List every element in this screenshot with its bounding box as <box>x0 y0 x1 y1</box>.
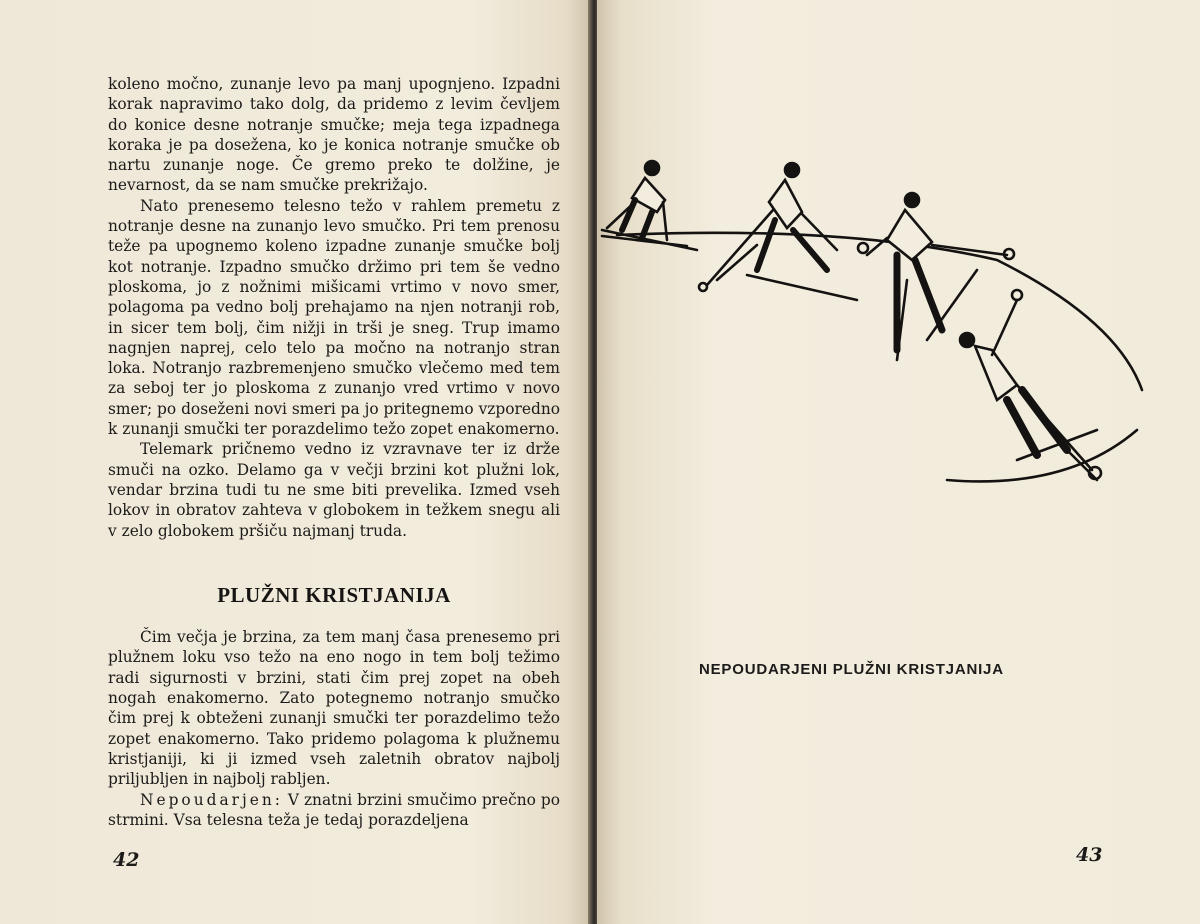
section-heading: PLUŽNI KRISTJANIJA <box>217 582 451 607</box>
paragraph: Nato prenesemo telesno težo v rahlem premetu z notranje desne na zunanjo levo smučko. Pri tem prenosu teže pa upognemo koleno izpadne zunanje smučke bolj kot notranje. Izpadno smučko držimo pri tem še vedno ploskoma, jo z nožnimi mišicami vrtimo v novo smer, polagoma pa vedno bolj prehajamo na njen notranji rob, in sicer tem bolj, čim nižji in trši je sneg. Trup imamo nagnjen naprej, celo telo pa močno na notranjo stran loka. Notranjo razbremenjeno smučko vlečemo med tem za seboj ter jo ploskoma z zunanjo vred vrtimo v novo smer; po doseženi novi smeri pa jo pritegnemo vzporedno k zunanji smučki ter porazdelimo težo zopet enakomerno. <box>108 196 560 439</box>
paragraph: koleno močno, zunanje levo pa manj upognjeno. Izpadni korak napravimo tako dolg, da pridemo z levim čevljem do konice desne notranje smučke; meja tega izpadnega koraka je pa dosežena, ko je konica notranje smučke ob nartu zunanje noge. Če gremo preko te dolžine, je nevarnost, da se nam smučke prekrižajo. <box>108 75 560 195</box>
paragraph: Telemark pričnemo vedno iz vzravnave ter iz drže smuči na ozko. Delamo ga v večji brzini kot plužni lok, vendar brzina tudi tu ne sme biti prevelika. Izmed vseh lokov in obratov zahteva v globokem in težkem snegu ali v zelo globokem pršiču najmanj truda. <box>108 440 560 540</box>
skier-3 <box>858 193 1014 360</box>
illustration-caption: NEPOUDARJENI PLUŽNI KRISTJANIJA <box>699 661 1004 678</box>
left-page <box>0 0 590 924</box>
page-number-left: 42 <box>113 849 140 871</box>
term-lead: Nepoudarjen: <box>140 790 283 809</box>
right-page <box>597 0 1200 924</box>
skier-sequence-illustration-icon <box>597 150 1157 520</box>
skier-4 <box>960 290 1101 480</box>
paragraph-rest: V znatni brzini smučimo prečno po strmini. Vsa telesna teža je tedaj porazdeljena <box>108 790 560 829</box>
paragraph <box>108 790 560 831</box>
page-number-right: 43 <box>1076 844 1103 866</box>
left-page-text <box>108 74 560 830</box>
paragraph: Čim večja je brzina, za tem manj časa prenesemo pri plužnem loku vso težo na eno nogo in tem bolj težimo radi sigurnosti v brzini, stati čim prej zopet na obeh nogah enakomerno. Zato potegnemo notranjo smučko čim prej k obteženi zunanji smučki ter porazdelimo težo zopet enakomerno. Tako pridemo polagoma k plužnemu kristjaniji, ki ji izmed vseh zaletnih obratov najbolj priljubljen in najbolj rabljen. <box>108 628 560 789</box>
skier-1 <box>602 161 697 250</box>
